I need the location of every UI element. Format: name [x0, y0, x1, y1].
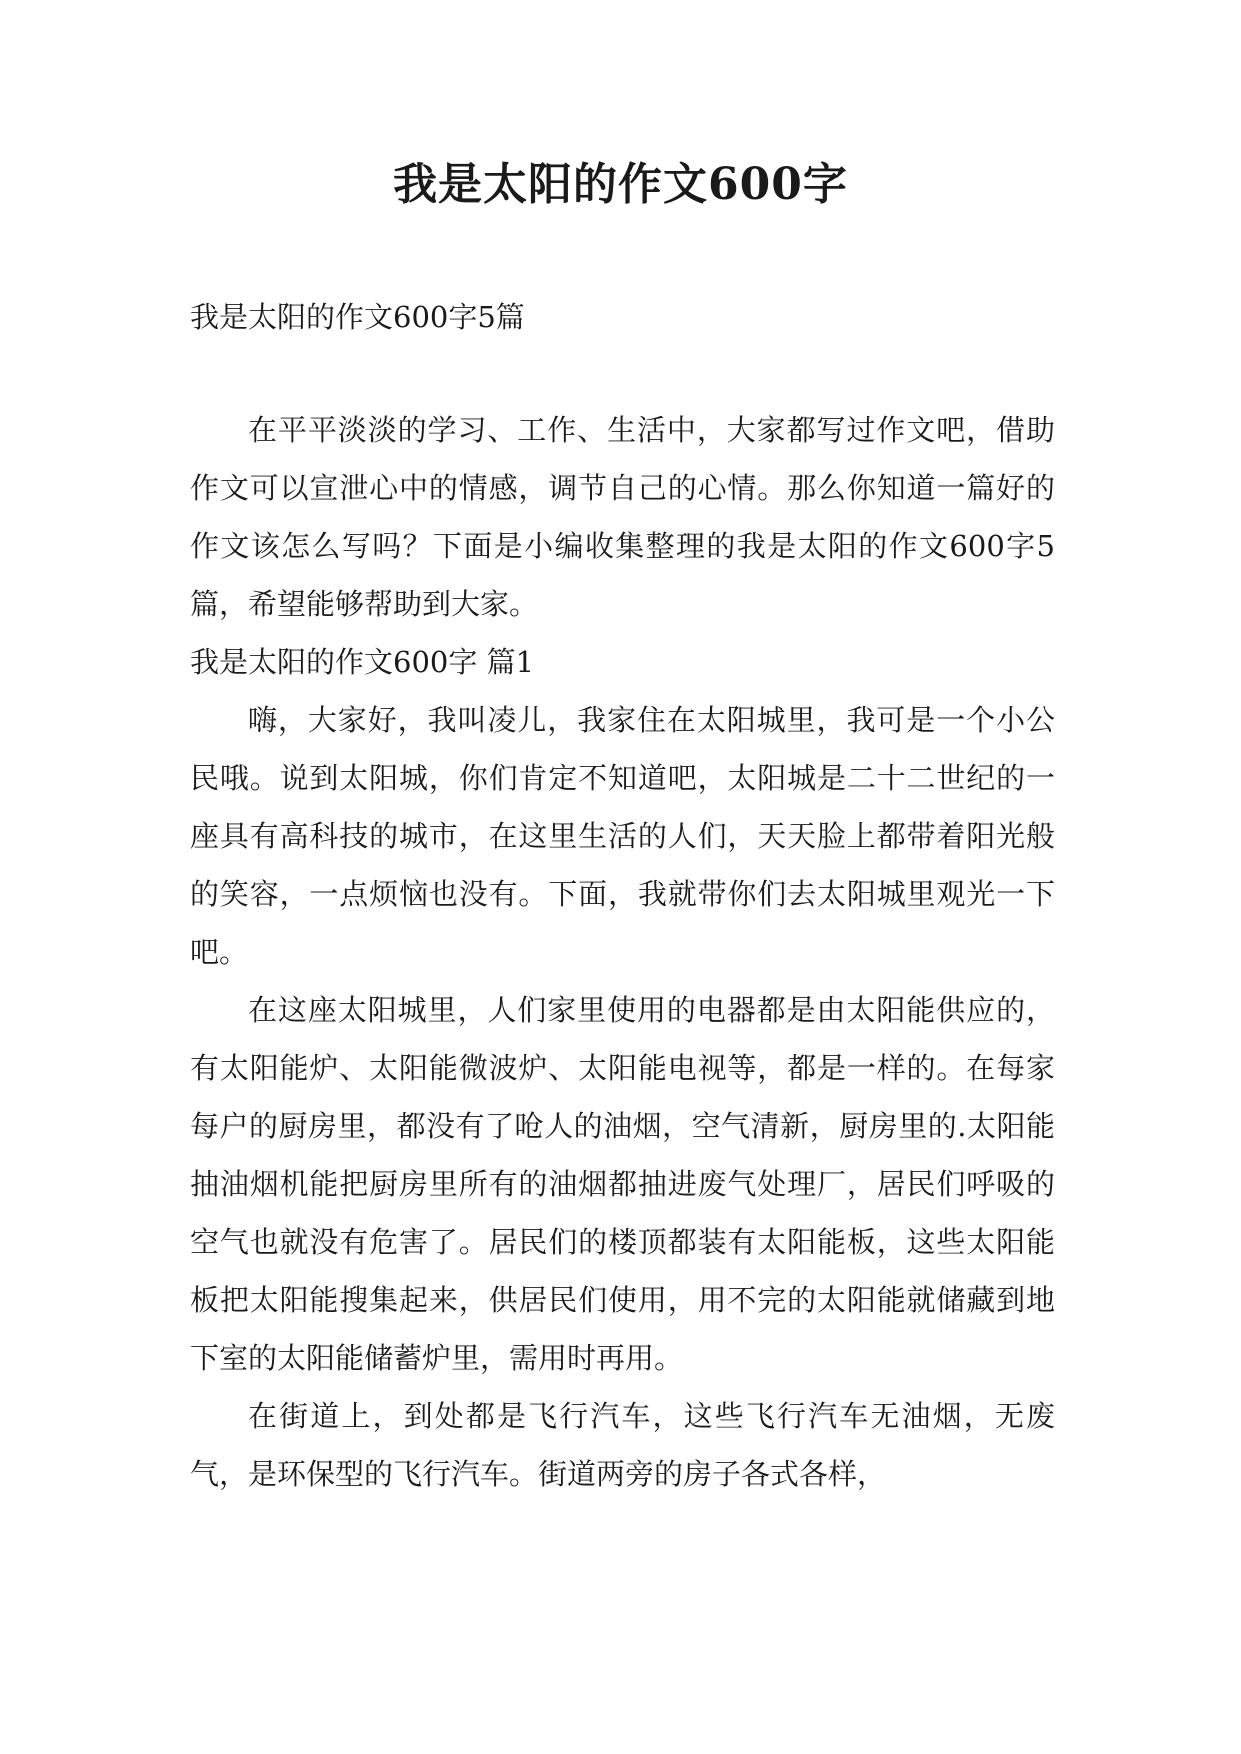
document-title: 我是太阳的作文600字: [393, 159, 848, 210]
body-paragraph: 在街道上，到处都是飞行汽车，这些飞行汽车无油烟，无废气，是环保型的飞行汽车。街道两旁的房子各式各样，: [190, 1399, 1055, 1491]
body-paragraph: 嗨，大家好，我叫凌儿，我家住在太阳城里，我可是一个小公民哦。说到太阳城，你们肯定不知道吧，太阳城是二十二世纪的一座具有高科技的城市，在这里生活的人们，天天脸上都带着阳光般的笑容，一点烦恼也没有。下面，我就带你们去太阳城里观光一下吧。: [190, 703, 1055, 969]
document-body: [190, 401, 1055, 1503]
body-paragraph: 在这座太阳城里，人们家里使用的电器都是由太阳能供应的，有太阳能炉、太阳能微波炉、太阳能电视等，都是一样的。在每家每户的厨房里，都没有了呛人的油烟，空气清新，厨房里的.太阳能抽油烟机能把厨房里所有的油烟都抽进废气处理厂，居民们呼吸的空气也就没有危害了。居民们的楼顶都装有太阳能板，这些太阳能板把太阳能搜集起来，供居民们使用，用不完的太阳能就储藏到地下室的太阳能储蓄炉里，需用时再用。: [190, 993, 1055, 1375]
section-heading: 我是太阳的作文600字 篇1: [190, 645, 535, 679]
intro-paragraph: 在平平淡淡的学习、工作、生活中，大家都写过作文吧，借助作文可以宣泄心中的情感，调节自己的心情。那么你知道一篇好的作文该怎么写吗？下面是小编收集整理的我是太阳的作文600字5篇，希望能够帮助到大家。: [190, 413, 1055, 621]
document-subtitle: 我是太阳的作文600字5篇: [190, 300, 525, 334]
